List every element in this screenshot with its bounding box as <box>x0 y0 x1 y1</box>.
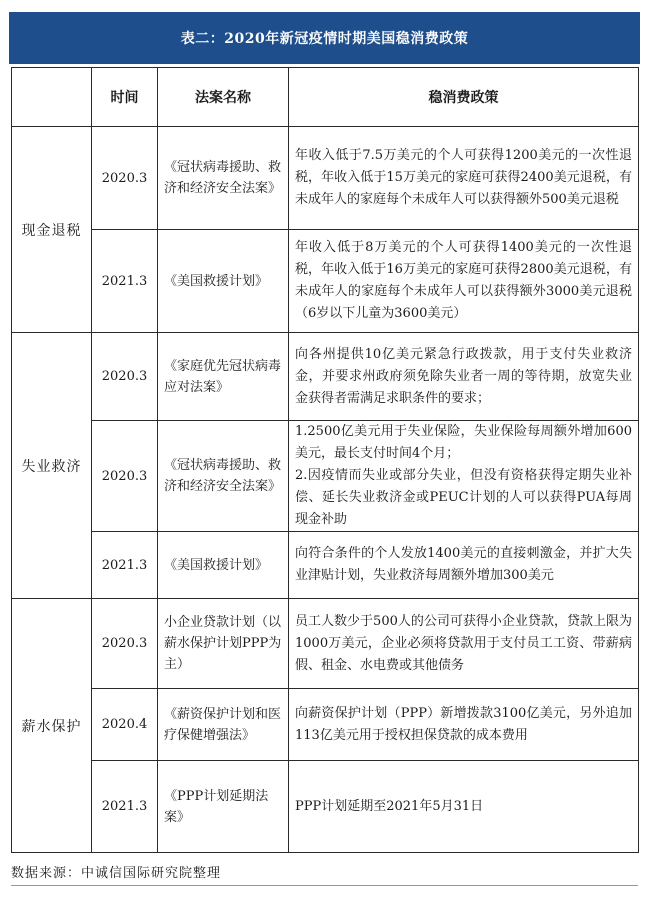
header-law: 法案名称 <box>158 68 289 127</box>
policy-table <box>11 67 639 853</box>
header-category <box>12 68 92 127</box>
policy-cell <box>289 532 639 599</box>
table-title: 表二：2020年新冠疫情时期美国稳消费政策 <box>9 12 640 64</box>
law-cell: 《家庭优先冠状病毒应对法案》 <box>158 333 289 421</box>
time-cell: 2020.3 <box>92 421 158 532</box>
table-row <box>12 532 639 599</box>
policy-text: 向符合条件的个人发放1400美元的直接刺激金，并扩大失业津贴计划，失业救济每周额外增加300美元 <box>295 546 632 583</box>
policy-cell <box>289 689 639 761</box>
bottom-divider <box>11 885 638 886</box>
time-cell: 2020.3 <box>92 333 158 421</box>
table-row <box>12 689 639 761</box>
source-note: 数据来源：中诚信国际研究院整理 <box>11 866 222 881</box>
time-cell: 2020.3 <box>92 127 158 230</box>
category-cell: 薪水保护 <box>12 599 92 853</box>
category-cell: 现金退税 <box>12 127 92 333</box>
category-cell: 失业救济 <box>12 333 92 599</box>
law-cell: 小企业贷款计划（以薪水保护计划PPP为主） <box>158 599 289 689</box>
policy-cell <box>289 599 639 689</box>
table-row <box>12 127 639 230</box>
table-row <box>12 421 639 532</box>
time-cell: 2021.3 <box>92 532 158 599</box>
policy-text: 向薪资保护计划（PPP）新增拨款3100亿美元，另外追加113亿美元用于授权担保贷款的成本费用 <box>295 705 632 743</box>
policy-cell <box>289 333 639 421</box>
policy-cell <box>289 230 639 333</box>
table-row <box>12 599 639 689</box>
policy-text: 年收入低于7.5万美元的个人可获得1200美元的一次性退税，年收入低于15万美元的家庭可获得2400美元退税，有未成年人的家庭每个未成年人可以获得额外500美元退税 <box>295 148 632 207</box>
law-cell: 《PPP计划延期法案》 <box>158 761 289 853</box>
time-cell: 2021.3 <box>92 230 158 333</box>
policy-cell <box>289 761 639 853</box>
policy-text: 2.因疫情而失业或部分失业，但没有资格获得定期失业补偿、延长失业救济金或PEUC计划的人可以获得PUA每周现金补助 <box>295 468 632 527</box>
policy-text: 员工人数少于500人的公司可获得小企业贷款，贷款上限为1000万美元，企业必须将贷款用于支付员工工资、带薪病假、租金、水电费或其他债务 <box>295 613 632 673</box>
header-time: 时间 <box>92 68 158 127</box>
table-row <box>12 230 639 333</box>
header-row <box>12 68 639 127</box>
law-cell: 《美国救援计划》 <box>158 230 289 333</box>
policy-text: PPP计划延期至2021年5月31日 <box>295 798 484 814</box>
table-row <box>12 761 639 853</box>
law-cell: 《冠状病毒援助、救济和经济安全法案》 <box>158 421 289 532</box>
time-cell: 2020.4 <box>92 689 158 761</box>
policy-text: 1.2500亿美元用于失业保险，失业保险每周额外增加600美元，最长支付时间4个月； <box>295 424 632 461</box>
table-row <box>12 333 639 421</box>
time-cell: 2020.3 <box>92 599 158 689</box>
policy-cell <box>289 421 639 532</box>
policy-text: 向各州提供10亿美元紧急行政拨款，用于支付失业救济金，并要求州政府须免除失业者一周的等待期，放宽失业金获得者需满足求职条件的要求； <box>295 346 632 406</box>
header-policy: 稳消费政策 <box>289 68 639 127</box>
time-cell: 2021.3 <box>92 761 158 853</box>
policy-cell <box>289 127 639 230</box>
law-cell: 《冠状病毒援助、救济和经济安全法案》 <box>158 127 289 230</box>
policy-text: 年收入低于8万美元的个人可获得1400美元的一次性退税，年收入低于16万美元的家庭可获得2800美元退税，有未成年人的家庭每个未成年人可以获得额外3000美元退税（6岁以下儿童为3600美元） <box>295 240 632 321</box>
law-cell: 《薪资保护计划和医疗保健增强法》 <box>158 689 289 761</box>
law-cell: 《美国救援计划》 <box>158 532 289 599</box>
